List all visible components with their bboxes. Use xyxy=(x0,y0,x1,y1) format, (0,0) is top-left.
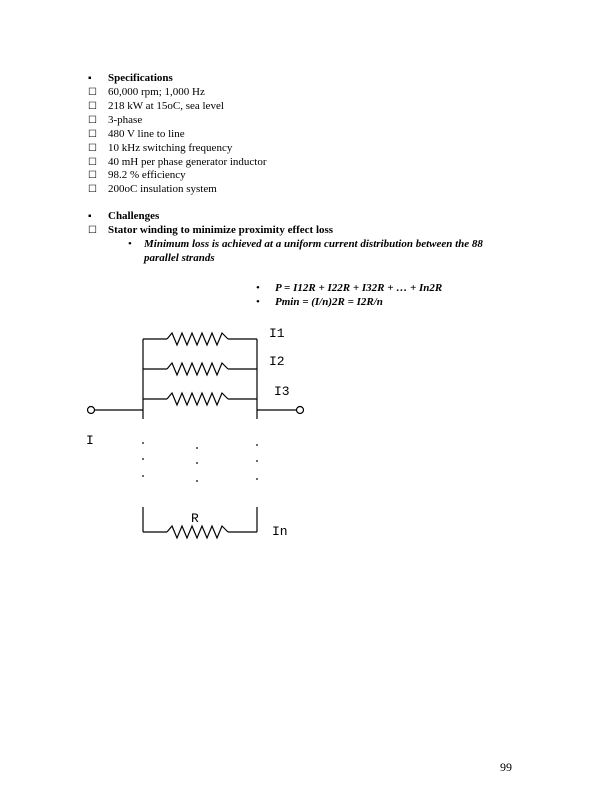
left-terminal xyxy=(88,407,95,414)
checkbox-bullet-icon: ☐ xyxy=(88,170,97,182)
label-i3: I3 xyxy=(274,384,290,399)
dot-bullet-icon: • xyxy=(256,296,260,308)
label-i1: I1 xyxy=(269,326,285,341)
page-number: 99 xyxy=(500,760,512,774)
dot-bullet-icon: • xyxy=(256,282,260,294)
spec-item: 200oC insulation system xyxy=(108,183,217,196)
spec-item: 3-phase xyxy=(108,113,143,126)
checkbox-bullet-icon: ☐ xyxy=(88,100,97,112)
checkbox-bullet-icon: ☐ xyxy=(88,225,97,236)
checkbox-bullet-icon: ☐ xyxy=(88,114,97,126)
resistor-3 xyxy=(143,393,257,405)
challenges-heading: Challenges xyxy=(108,210,160,222)
equation-1: P = I12R + I22R + I32R + … + In2R xyxy=(275,282,443,294)
label-r: R xyxy=(191,511,199,526)
label-i: I xyxy=(86,433,94,448)
label-i2: I2 xyxy=(269,354,285,369)
sub-line-1: Minimum loss is achieved at a uniform current distribution between the 88 xyxy=(144,238,483,250)
square-bullet-icon: ▪ xyxy=(88,73,92,84)
resistor-n xyxy=(143,507,257,538)
checkbox-bullet-icon: ☐ xyxy=(88,87,97,98)
resistor-1 xyxy=(143,333,257,345)
equation-2: Pmin = (I/n)2R = I2R/n xyxy=(275,296,383,308)
sub-line-2: parallel strands xyxy=(144,252,215,264)
label-in: In xyxy=(272,524,288,539)
challenge-item: Stator winding to minimize proximity effect loss xyxy=(108,224,334,236)
spec-item: 218 kW at 15oC, sea level xyxy=(108,99,224,112)
dot-bullet-icon: • xyxy=(128,238,132,250)
spec-item: 10 kHz switching frequency xyxy=(108,141,233,154)
spec-item: 480 V line to line xyxy=(108,127,185,140)
checkbox-bullet-icon: ☐ xyxy=(88,128,97,140)
specifications-heading: Specifications xyxy=(108,72,173,84)
square-bullet-icon: ▪ xyxy=(88,211,92,222)
ellipsis-dots xyxy=(142,442,258,482)
spec-item: 40 mH per phase generator inductor xyxy=(108,155,267,168)
spec-item: 98.2 % efficiency xyxy=(108,169,186,182)
resistor-2 xyxy=(143,363,257,375)
checkbox-bullet-icon: ☐ xyxy=(88,156,97,168)
spec-item: 60,000 rpm; 1,000 Hz xyxy=(108,86,205,98)
checkbox-bullet-icon: ☐ xyxy=(88,184,97,196)
checkbox-bullet-icon: ☐ xyxy=(88,142,97,154)
right-terminal xyxy=(297,407,304,414)
